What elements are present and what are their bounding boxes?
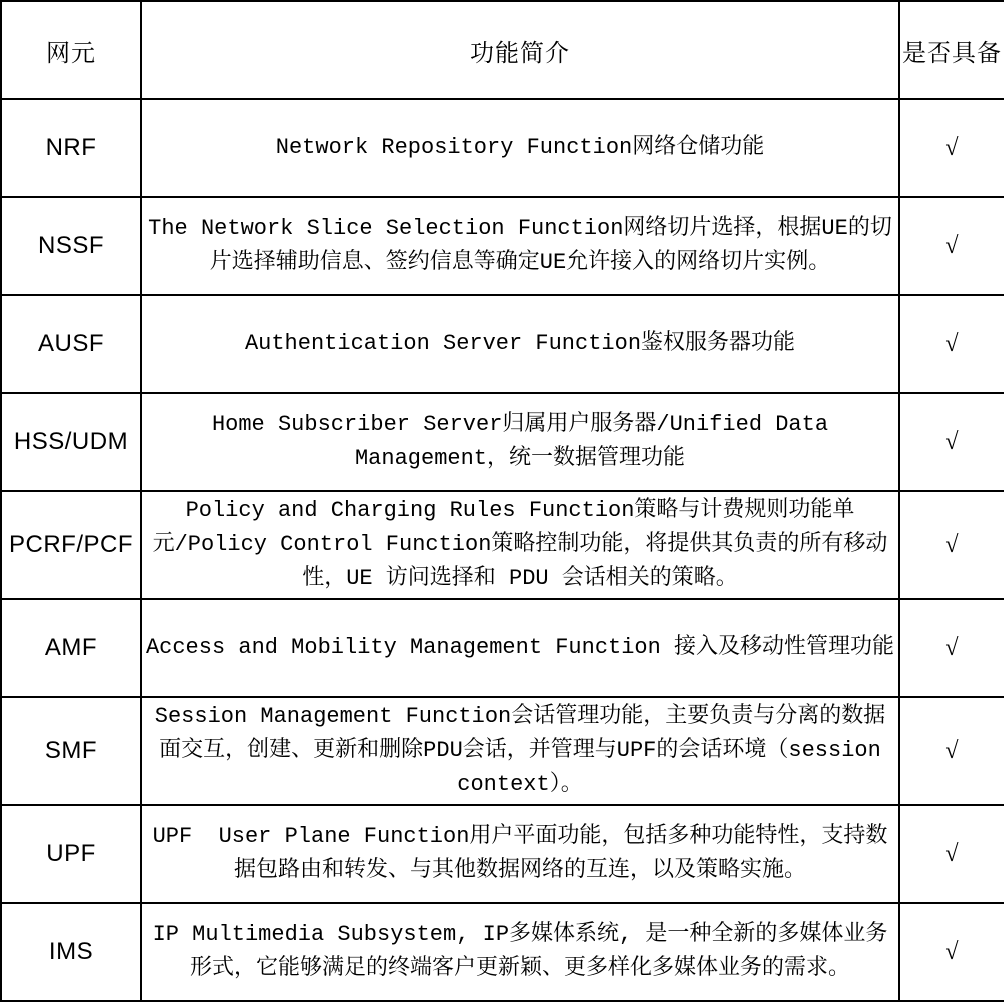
function-description-cell: Policy and Charging Rules Function策略与计费规则功能单元/Policy Control Function策略控制功能，将提供其负责的所有移动性，UE 访问选择和 PDU 会话相关的策略。 bbox=[141, 491, 899, 599]
function-description-cell: The Network Slice Selection Function网络切片选择，根据UE的切片选择辅助信息、签约信息等确定UE允许接入的网络切片实例。 bbox=[141, 197, 899, 295]
table-row bbox=[1, 697, 1004, 805]
network-element-cell: HSS/UDM bbox=[1, 393, 141, 491]
function-description-cell: IP Multimedia Subsystem, IP多媒体系统, 是一种全新的多媒体业务形式，它能够满足的终端客户更新颖、更多样化多媒体业务的需求。 bbox=[141, 903, 899, 1001]
network-element-cell: NRF bbox=[1, 99, 141, 197]
network-element-cell: AUSF bbox=[1, 295, 141, 393]
column-header-available: 是否具备 bbox=[899, 1, 1004, 99]
network-element-cell: UPF bbox=[1, 805, 141, 903]
column-header-function: 功能简介 bbox=[141, 1, 899, 99]
table-row bbox=[1, 99, 1004, 197]
availability-checkmark-cell: √ bbox=[899, 697, 1004, 805]
availability-checkmark-cell: √ bbox=[899, 197, 1004, 295]
function-description-cell: Access and Mobility Management Function 接入及移动性管理功能 bbox=[141, 599, 899, 697]
function-description-cell: Authentication Server Function鉴权服务器功能 bbox=[141, 295, 899, 393]
availability-checkmark-cell: √ bbox=[899, 491, 1004, 599]
table-row bbox=[1, 491, 1004, 599]
column-header-element: 网元 bbox=[1, 1, 141, 99]
network-element-cell: SMF bbox=[1, 697, 141, 805]
availability-checkmark-cell: √ bbox=[899, 99, 1004, 197]
network-element-cell: AMF bbox=[1, 599, 141, 697]
table-header-row bbox=[1, 1, 1004, 99]
table-row bbox=[1, 197, 1004, 295]
function-description-cell: Session Management Function会话管理功能，主要负责与分离的数据面交互，创建、更新和删除PDU会话，并管理与UPF的会话环境（session context）。 bbox=[141, 697, 899, 805]
availability-checkmark-cell: √ bbox=[899, 393, 1004, 491]
table-body bbox=[1, 99, 1004, 1001]
function-description-cell: UPF User Plane Function用户平面功能，包括多种功能特性，支持数据包路由和转发、与其他数据网络的互连，以及策略实施。 bbox=[141, 805, 899, 903]
availability-checkmark-cell: √ bbox=[899, 295, 1004, 393]
availability-checkmark-cell: √ bbox=[899, 805, 1004, 903]
network-element-cell: PCRF/PCF bbox=[1, 491, 141, 599]
table-row bbox=[1, 805, 1004, 903]
table-row bbox=[1, 903, 1004, 1001]
table-row bbox=[1, 393, 1004, 491]
table-row bbox=[1, 295, 1004, 393]
function-description-cell: Network Repository Function网络仓储功能 bbox=[141, 99, 899, 197]
availability-checkmark-cell: √ bbox=[899, 903, 1004, 1001]
function-description-cell: Home Subscriber Server归属用户服务器/Unified Data Management，统一数据管理功能 bbox=[141, 393, 899, 491]
network-element-cell: IMS bbox=[1, 903, 141, 1001]
network-element-cell: NSSF bbox=[1, 197, 141, 295]
availability-checkmark-cell: √ bbox=[899, 599, 1004, 697]
table-row bbox=[1, 599, 1004, 697]
